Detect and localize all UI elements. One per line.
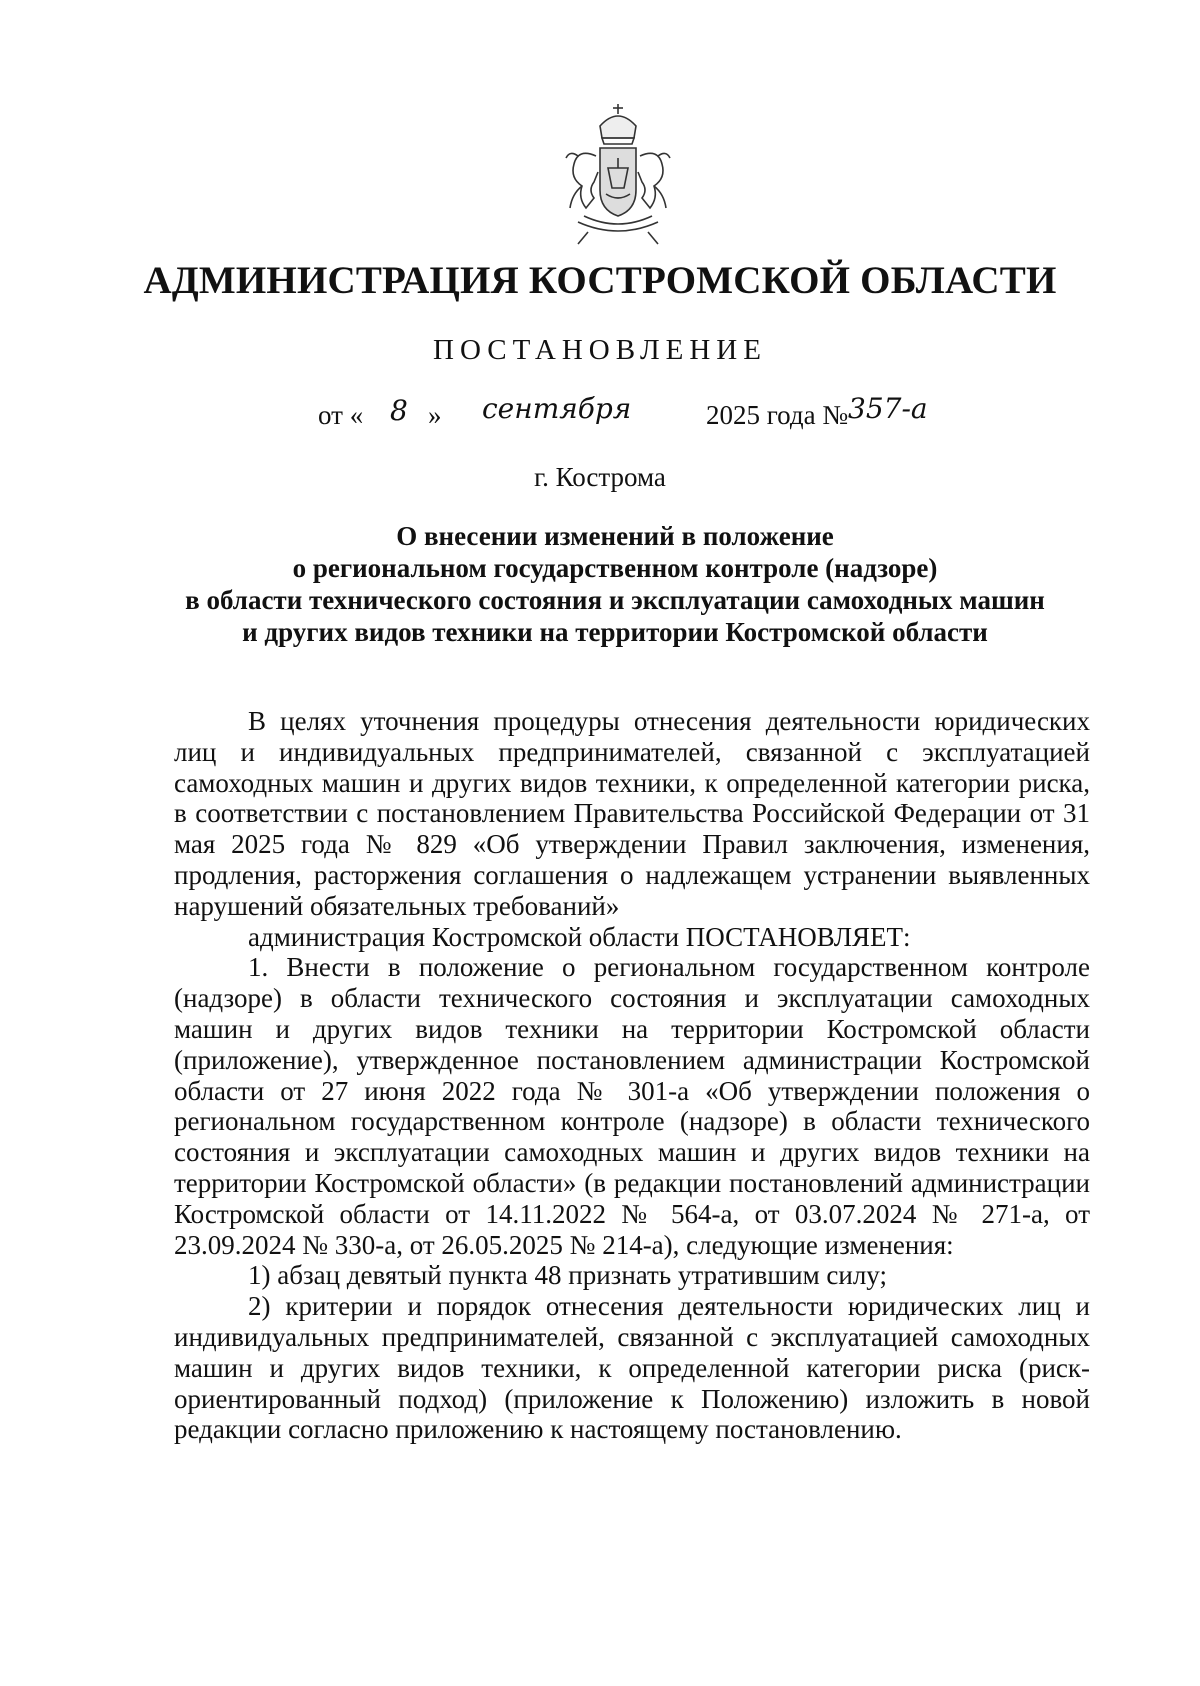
body-paragraph: 2) критерии и порядок отнесения деятельности юридических лиц и индивидуальных предпринимателей, связанной с эксплуатацией самоходных машин и других видов техники, к определенной категории риска (риск-ориентированный подход) (приложение к Положению) изложить в новой редакции согласно приложению к настоящему постановлению. xyxy=(174,1291,1090,1445)
body-paragraph: 1. Внести в положение о региональном государственном контроле (надзоре) в области технического состояния и эксплуатации самоходных машин и других видов техники на территории Костромской области (приложение), утвержденное постановлением администрации Костромской области от 27 июня 2022 года № 301-а «Об утверждении положения о региональном государственном контроле (надзоре) в области технического состояния и эксплуатации самоходных машин и других видов техники на территории Костромской области» (в редакции постановлений администрации Костромской области от 14.11.2022 № 564-а, от 03.07.2024 № 271-а, от 23.09.2024 № 330-а, от 26.05.2025 № 214-а), следующие изменения: xyxy=(174,952,1090,1260)
city: г. Кострома xyxy=(534,462,666,492)
document-heading xyxy=(150,520,1080,648)
document-body xyxy=(174,706,1090,1445)
heading-line: и других видов техники на территории Костромской области xyxy=(242,617,988,647)
body-paragraph: администрация Костромской области ПОСТАНОВЛЯЕТ: xyxy=(248,921,911,952)
date-prefix: от « xyxy=(318,400,364,430)
date-month: сентября xyxy=(482,392,632,425)
body-paragraph: 1) абзац девятый пункта 48 признать утратившим силу; xyxy=(248,1260,887,1291)
organization-title: АДМИНИСТРАЦИЯ КОСТРОМСКОЙ ОБЛАСТИ xyxy=(143,259,1057,302)
heading-line: в области технического состояния и эксплуатации самоходных машин xyxy=(185,585,1045,615)
coat-of-arms-icon xyxy=(548,98,688,248)
document-type: ПОСТАНОВЛЕНИЕ xyxy=(433,334,767,366)
date-mid: » xyxy=(428,400,442,430)
date-year: 2025 года № xyxy=(706,400,849,430)
date-day: 8 xyxy=(390,394,408,427)
document-date-line xyxy=(0,392,1200,436)
body-paragraph: В целях уточнения процедуры отнесения деятельности юридических лиц и индивидуальных предпринимателей, связанной с эксплуатацией самоходных машин и других видов техники, к определенной категории риска, в соответствии с постановлением Правительства Российской Федерации от 31 мая 2025 года № 829 «Об утверждении Правил заключения, изменения, продления, расторжения соглашения о надлежащем устранении выявленных нарушений обязательных требований» xyxy=(174,706,1090,921)
document-number: 357-а xyxy=(848,392,928,425)
heading-line: о региональном государственном контроле (надзоре) xyxy=(292,553,938,583)
heading-line: О внесении изменений в положение xyxy=(396,521,834,551)
